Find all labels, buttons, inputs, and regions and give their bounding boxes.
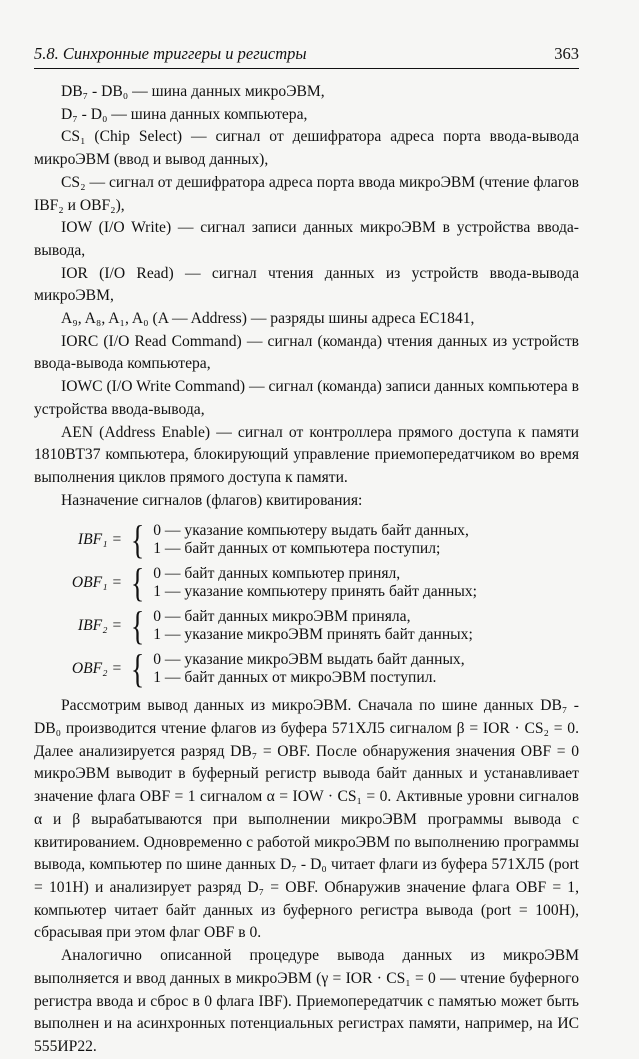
flag-case: 0 — байт данных микроЭВМ принялa, (153, 608, 411, 626)
flag-definition (34, 646, 579, 692)
flag-case: 0 — указание компьютеру выдать байт данных, (153, 522, 469, 540)
flag-name: OBF₁ = (71, 574, 122, 592)
handshake-flags (34, 517, 579, 692)
brace-icon: { (130, 646, 145, 692)
flag-definition (34, 517, 579, 563)
flag-case: 1 — байт данных от компьютера поступил; (153, 540, 441, 558)
output-procedure-paragraph: Рассмотрим вывод данных из микроЭВМ. Сначала по шине данных DB₇ - DB₀ производится чтение флагов из буфера 571ХЛ5 сигналом β = IOR · CS₂ = 0. Далее анализируется разряд DB₇ = OBF. После обнаружения значения OBF = 0 микроЭВМ выводит в буферный регистр вывода байт данных и устанавливает значение флага OBF = 1 сигналом α = IOW · CS₁ = 0. Активные уровни сигналов α и β вырабатываются при выполнении микроЭВМ программы вывода с квитированием. Одновременно с работой микроЭВМ по выполнению программы вывода, компьютер по шине данных D₇ - D₀ читает флаги из буфера 571ХЛ5 (port = 101H) и анализирует разряд D₇ = OBF. Обнаружив значение флага OBF = 1, компьютер читает байт данных из буферного регистра вывода (port = 100H), сбрасывая при этом флаг OBF в 0. (34, 697, 579, 942)
definition-line: D₇ - D₀ — шина данных компьютера, (61, 105, 308, 123)
definition-line: IOW (I/O Write) — сигнал записи данных микроЭВМ в устройства ввода-вывода, (34, 219, 579, 259)
flag-definition (34, 603, 579, 649)
flag-case: 1 — байт данных от микроЭВМ поступил. (153, 669, 437, 687)
flag-name: OBF₂ = (71, 660, 122, 678)
page-number: 363 (554, 44, 579, 63)
flag-definition (34, 560, 579, 606)
flag-name: IBF₂ = (77, 617, 122, 635)
definition-line: CS₂ — сигнал от дешифратора адреса порта ввода микроЭВМ (чтение флагов IBF₂ и OBF₂), (34, 173, 579, 214)
definition-line: DB₇ - DB₀ — шина данных микроЭВМ, (61, 83, 325, 100)
flag-case: 0 — байт данных компьютер принял, (153, 565, 401, 583)
definition-line: A₉, A₈, A₁, A₀ (A — Address) — разряды шины адреса ЕС1841, (61, 310, 475, 328)
definition-line: CS₁ (Chip Select) — сигнал от дешифратора адреса порта ввода-вывода микроЭВМ (ввод и вывод данных), (34, 128, 579, 169)
definition-line: IOR (I/O Read) — сигнал чтения данных из устройств ввода-вывода микроЭВМ, (34, 264, 579, 305)
definition-line: AEN (Address Enable) — сигнал от контроллера прямого доступа к памяти 1810ВТ37 компьютера, блокирующий управление приемопередатчиком во время выполнения циклов прямого доступа к памяти. (34, 423, 579, 486)
definition-line: IOWC (I/O Write Command) — сигнал (команда) записи данных компьютера в устройства ввода-вывода, (34, 378, 579, 418)
running-header (34, 44, 579, 69)
brace-icon: { (130, 517, 145, 563)
flag-name: IBF₁ = (77, 531, 122, 549)
section-title: 5.8. Синхронные триггеры и регистры (34, 44, 307, 63)
flag-case: 1 — указание микроЭВМ принять байт данных; (153, 626, 473, 644)
flag-case: 1 — указание компьютеру принять байт данных; (153, 583, 478, 601)
brace-icon: { (130, 603, 145, 649)
definition-line: IORC (I/O Read Command) — сигнал (команда) чтения данных из устройств ввода-вывода компьютера, (34, 332, 579, 373)
input-procedure-paragraph: Аналогично описанной процедуре вывода данных из микроЭВМ выполняется и ввод данных в микроЭВМ (γ = IOR · CS₁ = 0 — чтение буферного регистра ввода и сброс в 0 флага IBF). Приемопередатчик с памятью может быть выполнен и на асинхронных потенциальных регистрах памяти, например, на ИС 555ИР22. (34, 947, 579, 1055)
handshake-intro: Назначение сигналов (флагов) квитирования: (61, 491, 363, 509)
brace-icon: { (130, 560, 145, 606)
flag-case: 0 — указание микроЭВМ выдать байт данных, (153, 651, 465, 669)
book-page (34, 44, 579, 1059)
signal-definitions (34, 81, 579, 512)
